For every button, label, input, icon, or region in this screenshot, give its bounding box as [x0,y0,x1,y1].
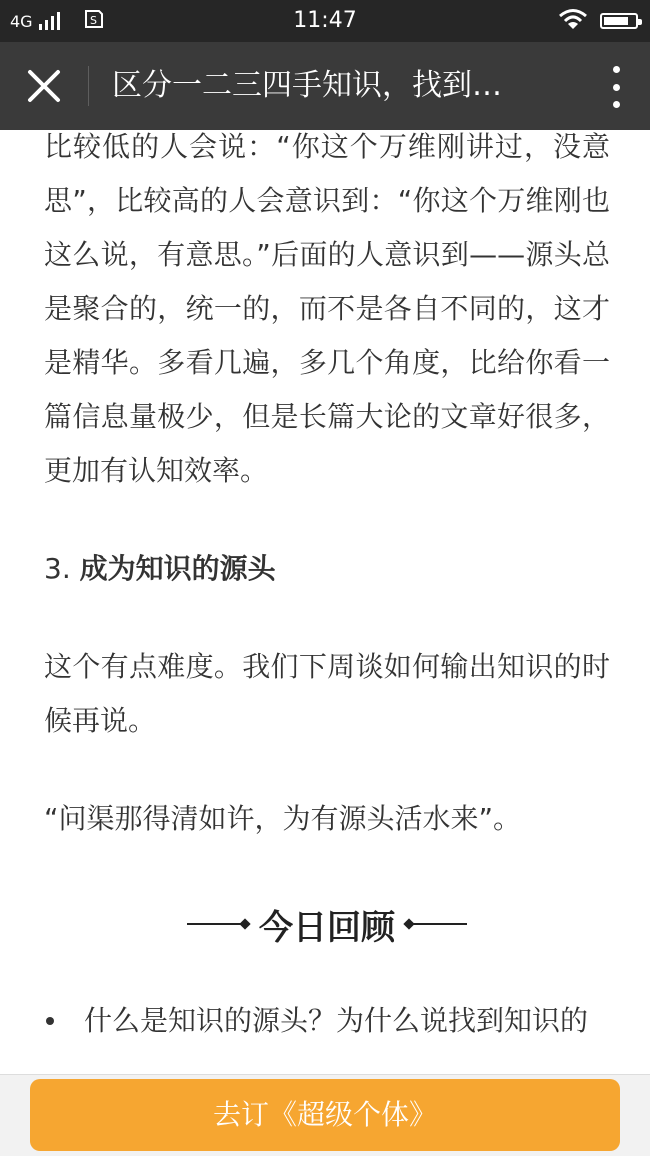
battery-icon [600,13,638,29]
article-content[interactable] [44,130,610,1074]
bottom-bar [0,1074,650,1156]
article-paragraph: 这个有点难度。我们下周谈如何输出知识的时候再说。 [44,650,610,737]
close-icon [22,64,66,108]
section-title: 成为知识的源头 [79,552,276,585]
page-title: 区分一二三四手知识，找到… [112,68,502,103]
close-button[interactable] [22,64,66,108]
heading-ornament [187,920,249,928]
nav-bar [0,42,650,130]
svg-text:S: S [89,14,97,27]
review-heading [44,896,610,952]
wifi-icon [558,8,588,34]
nav-divider [88,66,89,106]
heading-ornament [405,920,467,928]
status-bar [0,0,650,42]
article-quote: “问渠那得清如许，为有源头活水来”。 [44,802,522,835]
more-vertical-icon [613,66,620,73]
section-number: 3. [44,552,71,585]
more-button[interactable] [604,66,628,108]
subscribe-button[interactable]: 去订《超级个体》 [30,1079,620,1151]
bullet-icon [46,1017,54,1025]
review-heading-text: 今日回顾 [259,907,395,948]
list-item [44,994,610,1048]
clock: 11:47 [293,8,357,33]
article-paragraph: 比较低的人会说：“你这个万维刚讲过，没意思”，比较高的人会意识到：“你这个万维刚也这么说，有意思。”后面的人意识到——源头总是聚合的，统一的，而不是各自不同的，这才是精华。多看几遍，多几个角度，比给你看一篇信息量极少，但是长篇大论的文章好很多，更加有认知效率。 [44,130,610,487]
network-type: 4G [10,11,33,31]
list-item-text: 什么是知识的源头？为什么说找到知识的 [84,1004,589,1037]
section-heading [44,542,610,596]
status-right [558,0,638,42]
